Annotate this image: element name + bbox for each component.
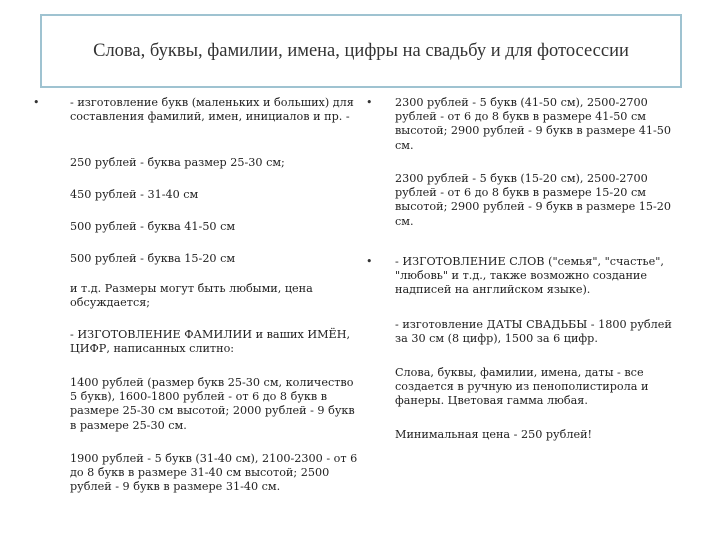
right-paragraph-2: 2300 рублей - 5 букв (15-20 см), 2500-2700 рублей - от 6 до 8 букв в размере 15-20 см высотой; 2900 рублей - 9 букв в размере 15-20 см. bbox=[395, 172, 672, 228]
right-paragraph-1: 2300 рублей - 5 букв (41-50 см), 2500-2700 рублей - от 6 до 8 букв в размере 41-50 см высотой; 2900 рублей - 9 букв в размере 41-50 см. bbox=[395, 96, 672, 152]
right-paragraph-6: Минимальная цена - 250 рублей! bbox=[395, 428, 593, 441]
left-paragraph-2: 250 рублей - буква размер 25-30 см; bbox=[70, 156, 285, 169]
slide-title: Слова, буквы, фамилии, имена, цифры на свадьбу и для фотосессии bbox=[93, 41, 629, 61]
title-box bbox=[40, 14, 682, 88]
left-paragraph-1: - изготовление букв (маленьких и больших) для составления фамилий, имен, инициалов и пр. - bbox=[70, 96, 354, 124]
left-paragraph-4: 500 рублей - буква 41-50 см bbox=[70, 220, 236, 233]
left-paragraph-6: и т.д. Размеры могут быть любыми, цена обсуждается; bbox=[70, 282, 313, 310]
left-paragraph-8: 1400 рублей (размер букв 25-30 см, количество 5 букв), 1600-1800 рублей - от 6 до 8 букв в размере 25-30 см высотой; 2000 рублей - 9 букв в размере 25-30 см. bbox=[70, 376, 355, 432]
bullet-right-2: • bbox=[366, 255, 373, 268]
left-paragraph-5: 500 рублей - буква 15-20 см bbox=[70, 252, 236, 265]
bullet-right-1: • bbox=[366, 96, 373, 109]
left-paragraph-9: 1900 рублей - 5 букв (31-40 см), 2100-2300 - от 6 до 8 букв в размере 31-40 см высотой; 2500 рублей - 9 букв в размере 31-40 см. bbox=[70, 452, 358, 494]
bullet-left-1: • bbox=[33, 96, 40, 109]
left-paragraph-7: - ИЗГОТОВЛЕНИЕ ФАМИЛИИ и ваших ИМЁН, ЦИФР, написанных слитно: bbox=[70, 328, 351, 356]
right-paragraph-5: Слова, буквы, фамилии, имена, даты - все создается в ручную из пенополистирола и фанеры. Цветовая гамма любая. bbox=[395, 366, 649, 408]
left-paragraph-3: 450 рублей - 31-40 см bbox=[70, 188, 199, 201]
right-paragraph-3: - ИЗГОТОВЛЕНИЕ СЛОВ ("семья", "счастье", "любовь" и т.д., также возможно создание надписей на английском языке). bbox=[395, 255, 664, 297]
right-paragraph-4: - изготовление ДАТЫ СВАДЬБЫ - 1800 рублей за 30 см (8 цифр), 1500 за 6 цифр. bbox=[395, 318, 672, 346]
